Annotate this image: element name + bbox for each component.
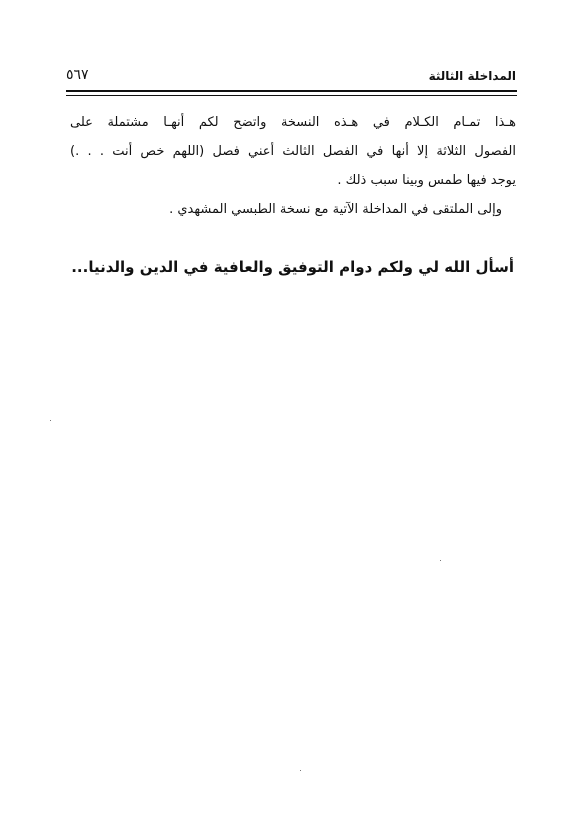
body-line: وإلى الملتقى في المداخلة الآتية مع نسخة الطبسي المشهدي . (169, 202, 502, 217)
body-line: يوجد فيها طمس وبينا سبب ذلك . (337, 173, 516, 188)
header-rule-thin (66, 95, 517, 96)
page-number: ٥٦٧ (66, 67, 89, 83)
header-rule (66, 90, 517, 92)
body-paragraph (70, 108, 516, 224)
scan-speck (440, 560, 441, 561)
scan-speck (300, 770, 301, 771)
body-line: هـذا تمـام الكـلام في هـذه النسخة واتضح لكم أنهـا مشتملة على (70, 115, 516, 130)
closing-prayer: أسأل الله لي ولكم دوام التوفيق والعافية في الدين والدنيا... (71, 258, 514, 276)
running-header (66, 66, 516, 88)
body-line: الفصول الثلاثة إلا أنها في الفصل الثالث أعني فصل (اللهم خص أنت . . .) (70, 144, 516, 159)
scan-speck (50, 420, 51, 421)
chapter-title: المداخلة الثالثة (428, 69, 516, 83)
